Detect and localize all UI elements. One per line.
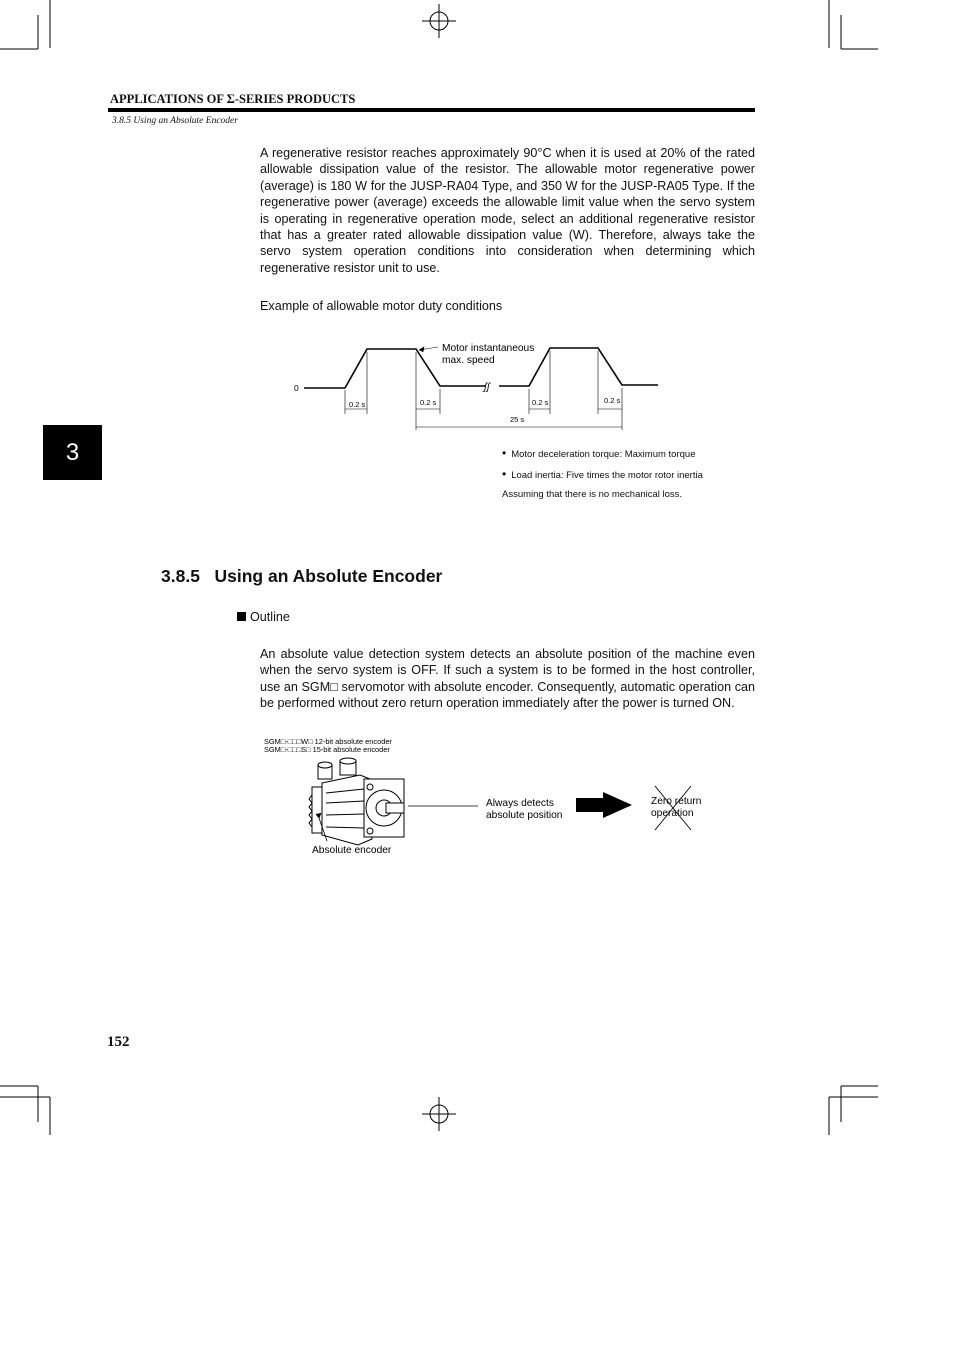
speed-profile-line [304,348,658,388]
zero-return-label-line2: operation [651,808,694,819]
chapter-tab: 3 [43,425,102,480]
servomotor-illustration [309,758,404,845]
duty-cycle-diagram [280,335,680,430]
zero-return-label-line1: Zero return [651,796,702,807]
encoder-diagram [260,735,720,860]
duty-caption: Example of allowable motor duty conditions [260,299,503,313]
outline-label: Outline [250,610,290,624]
detects-label-line2: absolute position [486,810,563,821]
encoder-label: Absolute encoder [312,845,392,856]
outline-heading [237,610,290,624]
note-assumption: Assuming that there is no mechanical loss. [502,489,683,500]
page-number: 152 [107,1034,130,1050]
model-line-1: SGM□-□□□W□ 12-bit absolute encoder [264,737,392,746]
detects-label-line1: Always detects [486,798,554,809]
paragraph-regenerative: A regenerative resistor reaches approximately 90°C when it is used at 20% of the rated allowable dissipation value of the resistor. The allowable motor regenerative power (average) is 180 W for the JUSP-RA04 Type, and 350 W for the JUSP-RA05 Type. If the regenerative power (average) exceeds the allowable limit value when the servo system is operating in regenerative operation mode, select an additional regenerative resistor that has a greater rated allowable dissipation value (W). Therefore, always take the servo system operation conditions into consideration when determining which regenerative resistor unit to use. [260,146,755,275]
speed-label-line1: Motor instantaneous [442,343,535,354]
note-bullet-2: • Load inertia: Five times the motor rotor inertia [502,467,703,481]
interval-label-3: 0.2 s [532,398,549,407]
period-label: 25 s [510,415,525,424]
running-header-title: APPLICATIONS OF Σ-SERIES PRODUCTS [110,92,356,106]
zero-label: 0 [294,383,299,393]
square-bullet-icon [237,612,246,621]
interval-label-4: 0.2 s [604,396,621,405]
paragraph-outline: An absolute value detection system detects an absolute position of the machine even when the servo system is OFF. If such a system is to be formed in the host controller, use an SGM□ servomotor with absolute encoder. Consequently, automatic operation can be performed without zero return operation immediately after the power is turned ON. [260,647,755,711]
note-bullet-1: • Motor deceleration torque: Maximum torque [502,446,695,460]
section-heading: 3.8.5 Using an Absolute Encoder [161,566,443,586]
running-header-subsection: 3.8.5 Using an Absolute Encoder [112,116,238,126]
break-symbol: ʃʃ [484,382,490,393]
interval-label-2: 0.2 s [420,398,437,407]
model-line-2: SGM□-□□□S□ 15-bit absolute encoder [264,745,390,754]
header-rule [108,108,755,112]
speed-label-line2: max. speed [442,355,495,366]
interval-label-1: 0.2 s [349,400,366,409]
right-arrow-icon [576,792,632,818]
